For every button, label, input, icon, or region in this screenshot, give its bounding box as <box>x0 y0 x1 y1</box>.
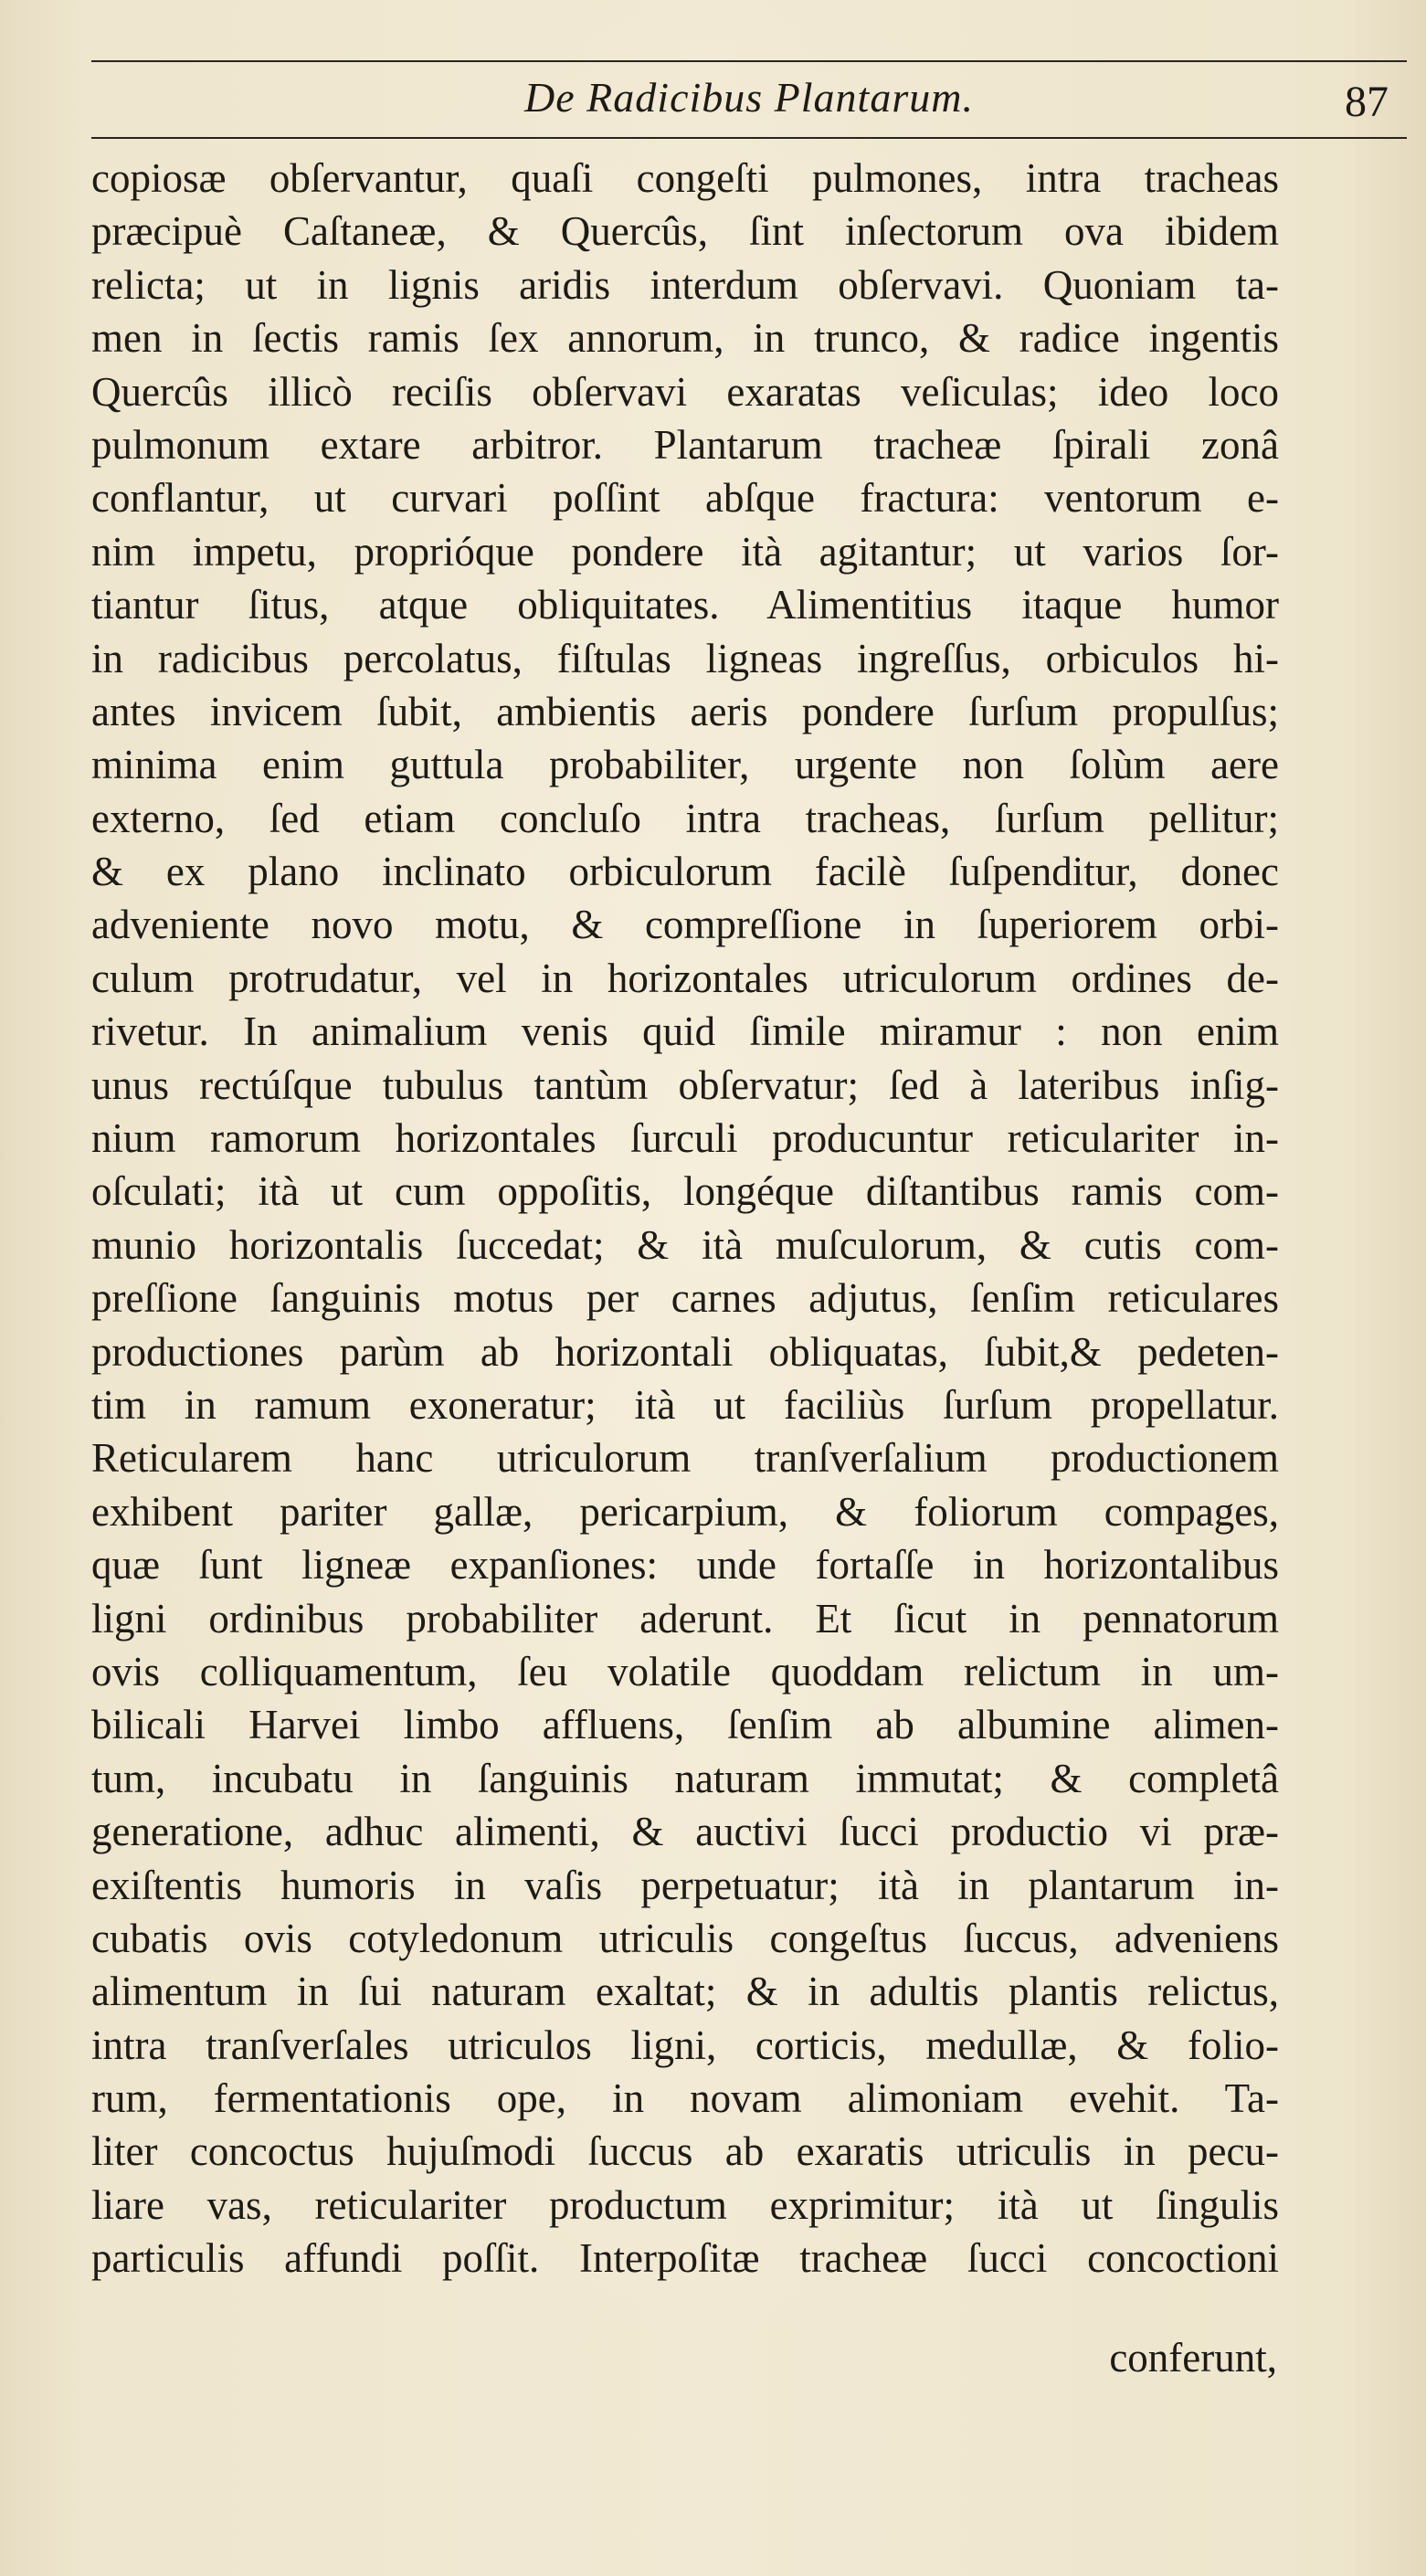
text-line: tiantur ſitus, atque obliquitates. Alimentitius itaque humor <box>91 582 1279 628</box>
page-number: 87 <box>1345 78 1389 126</box>
text-line: intra tranſverſales utriculos ligni, corticis, medullæ, & folio- <box>91 2022 1279 2068</box>
text-line: copiosæ obſervantur, quaſi congeſti pulmones, intra tracheas <box>91 155 1279 201</box>
text-line: adveniente novo motu, & compreſſione in ſuperiorem orbi- <box>91 902 1279 948</box>
text-line: oſculati; ità ut cum oppoſitis, longéque diſtantibus ramis com- <box>91 1168 1279 1215</box>
text-line: exiſtentis humoris in vaſis perpetuatur; ità in plantarum in- <box>91 1862 1279 1908</box>
text-line: munio horizontalis ſuccedat; & ità muſculorum, & cutis com- <box>91 1221 1279 1268</box>
text-line: nim impetu, proprióque pondere ità agitantur; ut varios ſor- <box>91 528 1279 575</box>
running-head <box>91 71 1407 130</box>
text-line: bilicali Harvei limbo affluens, ſenſim ab albumine alimen- <box>91 1702 1279 1748</box>
text-line: cubatis ovis cotyledonum utriculis congeſtus ſuccus, adveniens <box>91 1915 1279 1961</box>
text-line: conflantur, ut curvari poſſint abſque fractura: ventorum e- <box>91 475 1279 522</box>
text-line: rivetur. In animalium venis quid ſimile miramur : non enim <box>91 1008 1279 1055</box>
text-line: alimentum in ſui naturam exaltat; & in adultis plantis relictus, <box>91 1969 1279 2015</box>
text-line: relicta; ut in lignis aridis interdum obſervavi. Quoniam ta- <box>91 261 1279 308</box>
text-line: ligni ordinibus probabiliter aderunt. Et ſicut in pennatorum <box>91 1595 1279 1642</box>
text-line: & ex plano inclinato orbiculorum facilè ſuſpenditur, donec <box>91 849 1279 895</box>
header-rule-top <box>91 60 1407 62</box>
text-line: tim in ramum exoneratur; ità ut faciliùs ſurſum propellatur. <box>91 1381 1279 1428</box>
text-line: liter concoctus hujuſmodi ſuccus ab exaratis utriculis in pecu- <box>91 2128 1279 2175</box>
text-line: culum protrudatur, vel in horizontales utriculorum ordines de- <box>91 955 1279 1001</box>
text-line: men in ſectis ramis ſex annorum, in trunco, & radice ingentis <box>91 315 1279 362</box>
text-line: exhibent pariter gallæ, pericarpium, & foliorum compages, <box>91 1488 1279 1535</box>
text-line: ovis colliquamentum, ſeu volatile quoddam relictum in um- <box>91 1648 1279 1694</box>
text-line: antes invicem ſubit, ambientis aeris pondere ſurſum propulſus; <box>91 688 1279 734</box>
text-line: minima enim guttula probabiliter, urgente non ſolùm aere <box>91 742 1279 788</box>
catchword: conferunt, <box>1109 2335 1277 2381</box>
text-line: externo, ſed etiam concluſo intra tracheas, ſurſum pellitur; <box>91 795 1279 841</box>
text-line: nium ramorum horizontales ſurculi producuntur reticulariter in- <box>91 1115 1279 1162</box>
text-line: quæ ſunt ligneæ expanſiones: unde fortaſſe in horizontalibus <box>91 1542 1279 1589</box>
body-text <box>91 152 1279 2286</box>
running-title: De Radicibus Plantarum. <box>524 74 974 121</box>
text-line: particulis affundi poſſit. Interpoſitæ tracheæ ſucci concoctioni <box>91 2235 1279 2282</box>
header-rule-bottom <box>91 137 1407 139</box>
text-line: in radicibus percolatus, fiſtulas ligneas ingreſſus, orbiculos hi- <box>91 635 1279 681</box>
text-line: præcipuè Caſtaneæ, & Quercûs, ſint inſectorum ova ibidem <box>91 208 1279 255</box>
text-line: preſſione ſanguinis motus per carnes adjutus, ſenſim reticulares <box>91 1275 1279 1322</box>
text-line: Reticularem hanc utriculorum tranſverſalium productionem <box>91 1435 1279 1482</box>
text-line: Quercûs illicò reciſis obſervavi exaratas veſiculas; ideo loco <box>91 368 1279 415</box>
text-line: productiones parùm ab horizontali obliquatas, ſubit,& pedeten- <box>91 1328 1279 1375</box>
text-line: unus rectúſque tubulus tantùm obſervatur; ſed à lateribus inſig- <box>91 1061 1279 1108</box>
text-line: pulmonum extare arbitror. Plantarum tracheæ ſpirali zonâ <box>91 421 1279 468</box>
text-line: generatione, adhuc alimenti, & auctivi ſucci productio vi præ- <box>91 1809 1279 1855</box>
text-line: liare vas, reticulariter productum exprimitur; ità ut ſingulis <box>91 2181 1279 2228</box>
text-line: tum, incubatu in ſanguinis naturam immutat; & completâ <box>91 1755 1279 1801</box>
text-line: rum, fermentationis ope, in novam alimoniam evehit. Ta- <box>91 2075 1279 2122</box>
